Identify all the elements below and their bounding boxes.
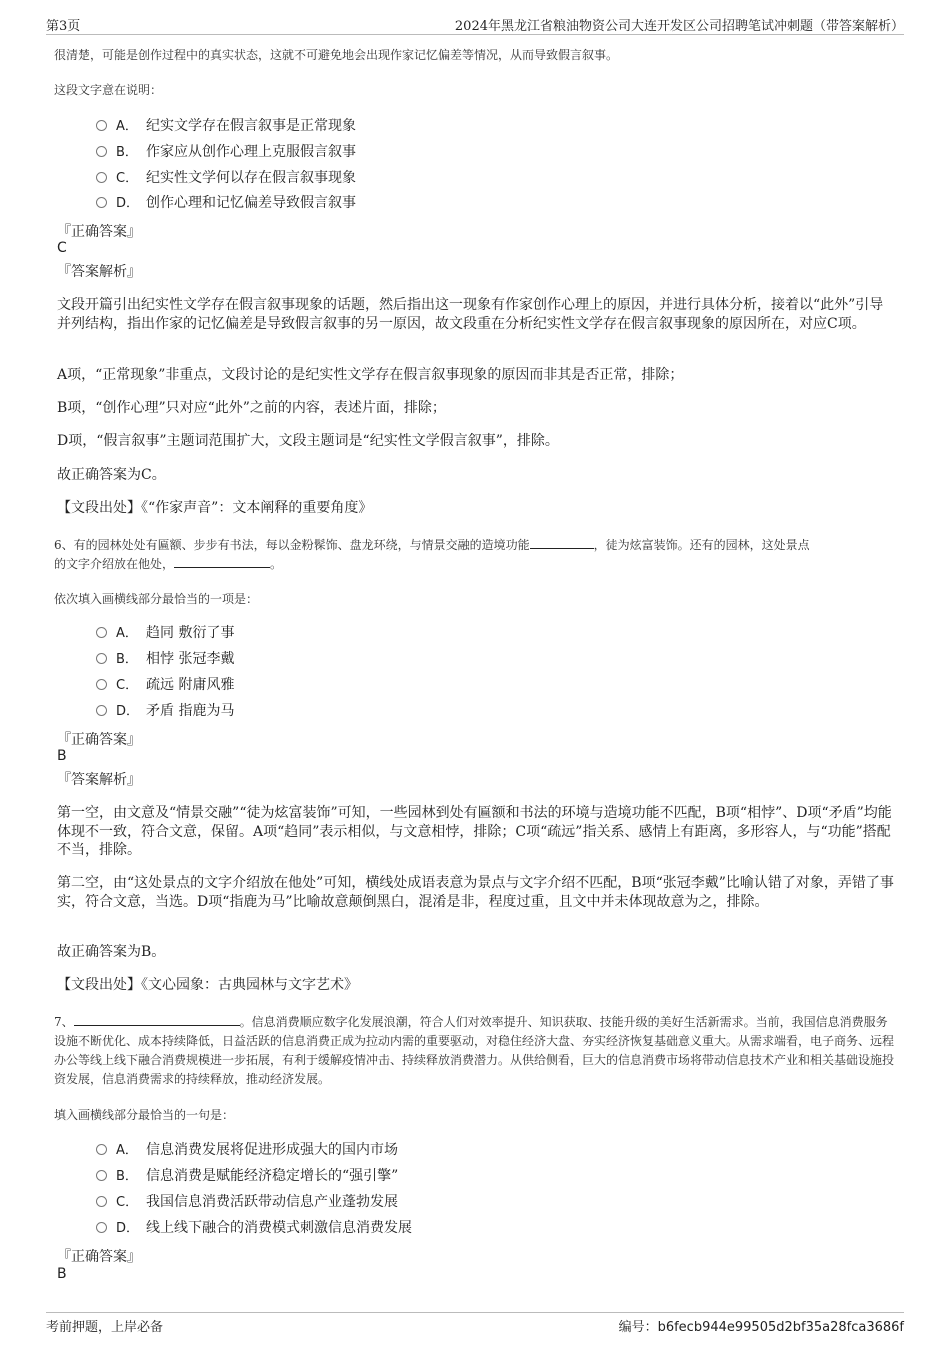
q6-analysis-label: 『答案解析』 [57,772,141,788]
q6-stem: 6、有的园林处处有匾额、步步有书法，每以金粉髹饰、盘龙环绕，与情景交融的造境功能 ，徒为炫富装饰。还有的园林，这处景点 的文字介绍放在他处， 。 [54,538,810,571]
q6-answer-label: 『正确答案』 [57,732,141,748]
q5-option-d[interactable]: D． 创作心理和记忆偏差导致假言叙事 [96,193,356,213]
radio-icon[interactable] [96,1222,107,1233]
q5-prompt: 这段文字意在说明： [54,83,163,97]
fill-blank [74,1013,240,1026]
radio-icon[interactable] [96,653,107,664]
radio-icon[interactable] [96,679,107,690]
q5-option-c[interactable]: C． 纪实性文学何以存在假言叙事现象 [96,168,356,188]
page-number: 第3页 [46,19,81,34]
radio-icon[interactable] [96,1170,107,1181]
document-title: 2024年黑龙江省粮油物资公司大连开发区公司招聘笔试冲刺题（带答案解析） [454,19,904,34]
q5-analysis-para: D项，“假言叙事”主题词范围扩大，文段主题词是“纪实性文学假言叙事”，排除。 [57,433,559,449]
radio-icon[interactable] [96,197,107,208]
fill-blank [174,555,270,568]
radio-icon[interactable] [96,120,107,131]
q5-option-b[interactable]: B． 作家应从创作心理上克服假言叙事 [96,142,356,162]
q7-prompt: 填入画横线部分最恰当的一句是： [54,1108,235,1122]
q6-analysis-para: 故正确答案为B。 [57,944,166,960]
page-footer [46,1312,904,1339]
q7-stem: 7、 。信息消费顺应数字化发展浪潮，符合人们对效率提升、知识获取、技能升级的美好生活新需求。当前，我国信息消费服务设施不断优化、成本持续降低，日益活跃的信息消费正成为拉动内需的重要驱动，对稳住经济大盘、夯实经济恢复基础意义重大。从需求端看，电子商务、远程办公等线上线下融合消费规模进一步拓展，有利于缓解疫情冲击、持续释放消费潜力。从供给侧看，巨大的信息消费市场将带动信息技术产业和相关基础设施投资发展，信息消费需求的持续释放，推动经济发展。 [54,1015,895,1086]
fill-blank [530,536,594,549]
page-header [46,14,904,35]
radio-icon[interactable] [96,1144,107,1155]
q6-option-a[interactable]: A． 趋同 敷衍了事 [96,623,234,643]
q5-answer: C [57,240,67,256]
q6-source: 【文段出处】《文心园象：古典园林与文字艺术》 [57,977,358,993]
q7-option-a[interactable]: A． 信息消费发展将促进形成强大的国内市场 [96,1140,398,1160]
radio-icon[interactable] [96,146,107,157]
q6-answer: B [57,748,67,764]
q5-analysis-para: 故正确答案为C。 [57,467,166,483]
q7-answer: B [57,1266,67,1282]
q5-option-a[interactable]: A． 纪实文学存在假言叙事是正常现象 [96,116,356,136]
radio-icon[interactable] [96,705,107,716]
q7-answer-label: 『正确答案』 [57,1249,141,1265]
q5-analysis-label: 『答案解析』 [57,264,141,280]
footer-code: 编号：b6fecb944e99505d2bf35a28fca3686f [618,1320,904,1335]
q5-answer-label: 『正确答案』 [57,224,141,240]
radio-icon[interactable] [96,172,107,183]
q6-option-c[interactable]: C． 疏远 附庸风雅 [96,675,234,695]
q6-option-d[interactable]: D． 矛盾 指鹿为马 [96,701,234,721]
q5-source: 【文段出处】《“作家声音”：文本阐释的重要角度》 [57,500,373,516]
q5-passage-tail: 很清楚，可能是创作过程中的真实状态，这就不可避免地会出现作家记忆偏差等情况，从而导致假言叙事。 [54,48,619,62]
q6-analysis-para: 第一空，由文意及“情景交融”“徒为炫富装饰”可知，一些园林到处有匾额和书法的环境与造境功能不匹配，B项“相悖”、D项“矛盾”均能体现不一致，符合文意，保留。A项“趋同”表示相似，与文意相悖，排除；C项“疏远”指关系、感情上有距离，多形容人，与“功能”搭配不当，排除。 [57,805,892,858]
q7-option-b[interactable]: B． 信息消费是赋能经济稳定增长的“强引擎” [96,1166,398,1186]
q6-prompt: 依次填入画横线部分最恰当的一项是： [54,592,259,606]
q7-option-c[interactable]: C． 我国信息消费活跃带动信息产业蓬勃发展 [96,1192,398,1212]
radio-icon[interactable] [96,1196,107,1207]
q6-analysis-para: 第二空，由“这处景点的文字介绍放在他处”可知，横线处成语表意为景点与文字介绍不匹配，B项“张冠李戴”比喻认错了对象，弄错了事实，符合文意，当选。D项“指鹿为马”比喻故意颠倒黑白，混淆是非，程度过重，且文中并未体现故意为之，排除。 [57,875,894,910]
q5-analysis-para: 文段开篇引出纪实性文学存在假言叙事现象的话题，然后指出这一现象有作家创作心理上的原因，并进行具体分析，接着以“此外”引导并列结构，指出作家的记忆偏差是导致假言叙事的另一原因，故文段重在分析纪实性文学存在假言叙事现象的原因所在，对应C项。 [57,297,884,332]
radio-icon[interactable] [96,627,107,638]
footer-slogan: 考前押题，上岸必备 [46,1320,164,1335]
q7-option-d[interactable]: D． 线上线下融合的消费模式刺激信息消费发展 [96,1218,412,1238]
q5-analysis-para: A项，“正常现象”非重点，文段讨论的是纪实性文学存在假言叙事现象的原因而非其是否正常，排除； [57,367,684,383]
q5-analysis-para: B项，“创作心理”只对应“此外”之前的内容，表述片面，排除； [57,400,446,416]
q6-option-b[interactable]: B． 相悖 张冠李戴 [96,649,234,669]
